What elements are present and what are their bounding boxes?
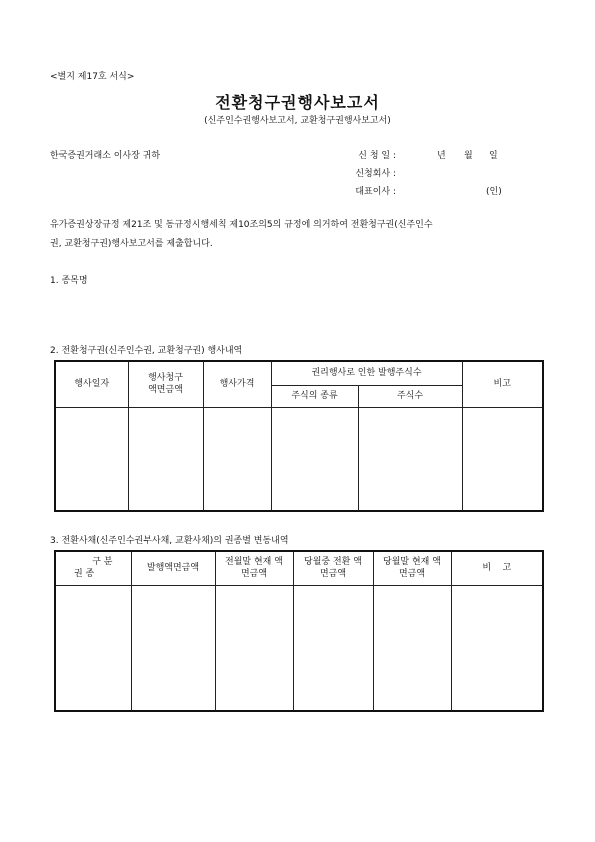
page-title: 전환청구권행사보고서	[215, 93, 380, 112]
header-exercise-price: 행사가격	[203, 361, 271, 407]
cell-exercise-price	[203, 407, 271, 511]
section-2-heading: 2. 전환청구권(신주인수권, 교환청구권) 행사내역	[50, 346, 243, 356]
header-issued-shares: 권리행사로 인한 발행주식수	[271, 361, 462, 385]
cell-face-amount	[128, 407, 203, 511]
header-month-conversion-line-2: 면금액	[319, 569, 347, 580]
header-exercise-date: 행사일자	[55, 361, 128, 407]
header-remarks: 비고	[462, 361, 543, 407]
header-curr-month-line-2: 면금액	[398, 569, 426, 580]
body-text-line-1: 유가증권상장규정 제21조 및 동규정시행세칙 제10조의5의 규정에 의거하여 전환청구권(신주인수	[50, 220, 433, 230]
month-label: 월	[464, 151, 473, 161]
header-face-amount-line-1: 행사청구	[148, 373, 183, 384]
section-1-heading: 1. 종목명	[50, 276, 88, 286]
header-category-bottom: 권 종	[74, 569, 95, 580]
cell-curr-month-balance	[373, 585, 451, 711]
year-label: 년	[437, 151, 446, 161]
page-subtitle: (신주인수권행사보고서, 교환청구권행사보고서)	[204, 116, 391, 126]
header-curr-month-line-1: 당월말 현재 액	[383, 557, 441, 568]
day-label: 일	[489, 151, 498, 161]
form-number: <별지 제17호 서식>	[50, 72, 135, 82]
header-face-amount	[128, 361, 203, 407]
cell-remarks-2	[451, 585, 543, 711]
cell-category	[55, 585, 131, 711]
application-date-label: 신 청 일 :	[358, 151, 396, 161]
header-curr-month-balance	[373, 551, 451, 585]
header-month-conversion-line-1: 당월중 전환 액	[304, 557, 362, 568]
header-stock-type: 주식의 종류	[271, 385, 358, 407]
seal-mark: (인)	[486, 187, 502, 197]
recipient: 한국증권거래소 이사장 귀하	[50, 151, 161, 161]
header-prev-month-line-2: 면금액	[240, 569, 268, 580]
body-text	[50, 219, 550, 250]
header-issued-face-amount: 발행액면금액	[131, 551, 215, 585]
cell-exercise-date	[55, 407, 128, 511]
header-prev-month-line-1: 전월말 현재 액	[225, 557, 283, 568]
cell-issued-face-amount	[131, 585, 215, 711]
cell-stock-count	[358, 407, 462, 511]
header-stock-count: 주식수	[358, 385, 462, 407]
header-month-conversion	[293, 551, 373, 585]
cell-prev-month-balance	[215, 585, 293, 711]
header-category-top: 구 분	[92, 557, 113, 568]
ceo-label: 대표이사 :	[355, 187, 396, 197]
section-3-heading: 3. 전환사채(신주인수권부사채, 교환사채)의 권종별 변동내역	[50, 536, 289, 546]
bond-changes-table	[54, 550, 544, 712]
cell-month-conversion	[293, 585, 373, 711]
body-text-line-2: 권, 교환청구권)행사보고서를 제출합니다.	[50, 239, 213, 249]
header-remarks-2: 비 고	[451, 551, 543, 585]
company-label: 신청회사 :	[355, 169, 396, 179]
header-prev-month-balance	[215, 551, 293, 585]
cell-remarks	[462, 407, 543, 511]
exercise-history-table	[54, 360, 544, 512]
cell-stock-type	[271, 407, 358, 511]
header-face-amount-line-2: 액면금액	[148, 385, 183, 396]
header-category	[55, 551, 131, 585]
